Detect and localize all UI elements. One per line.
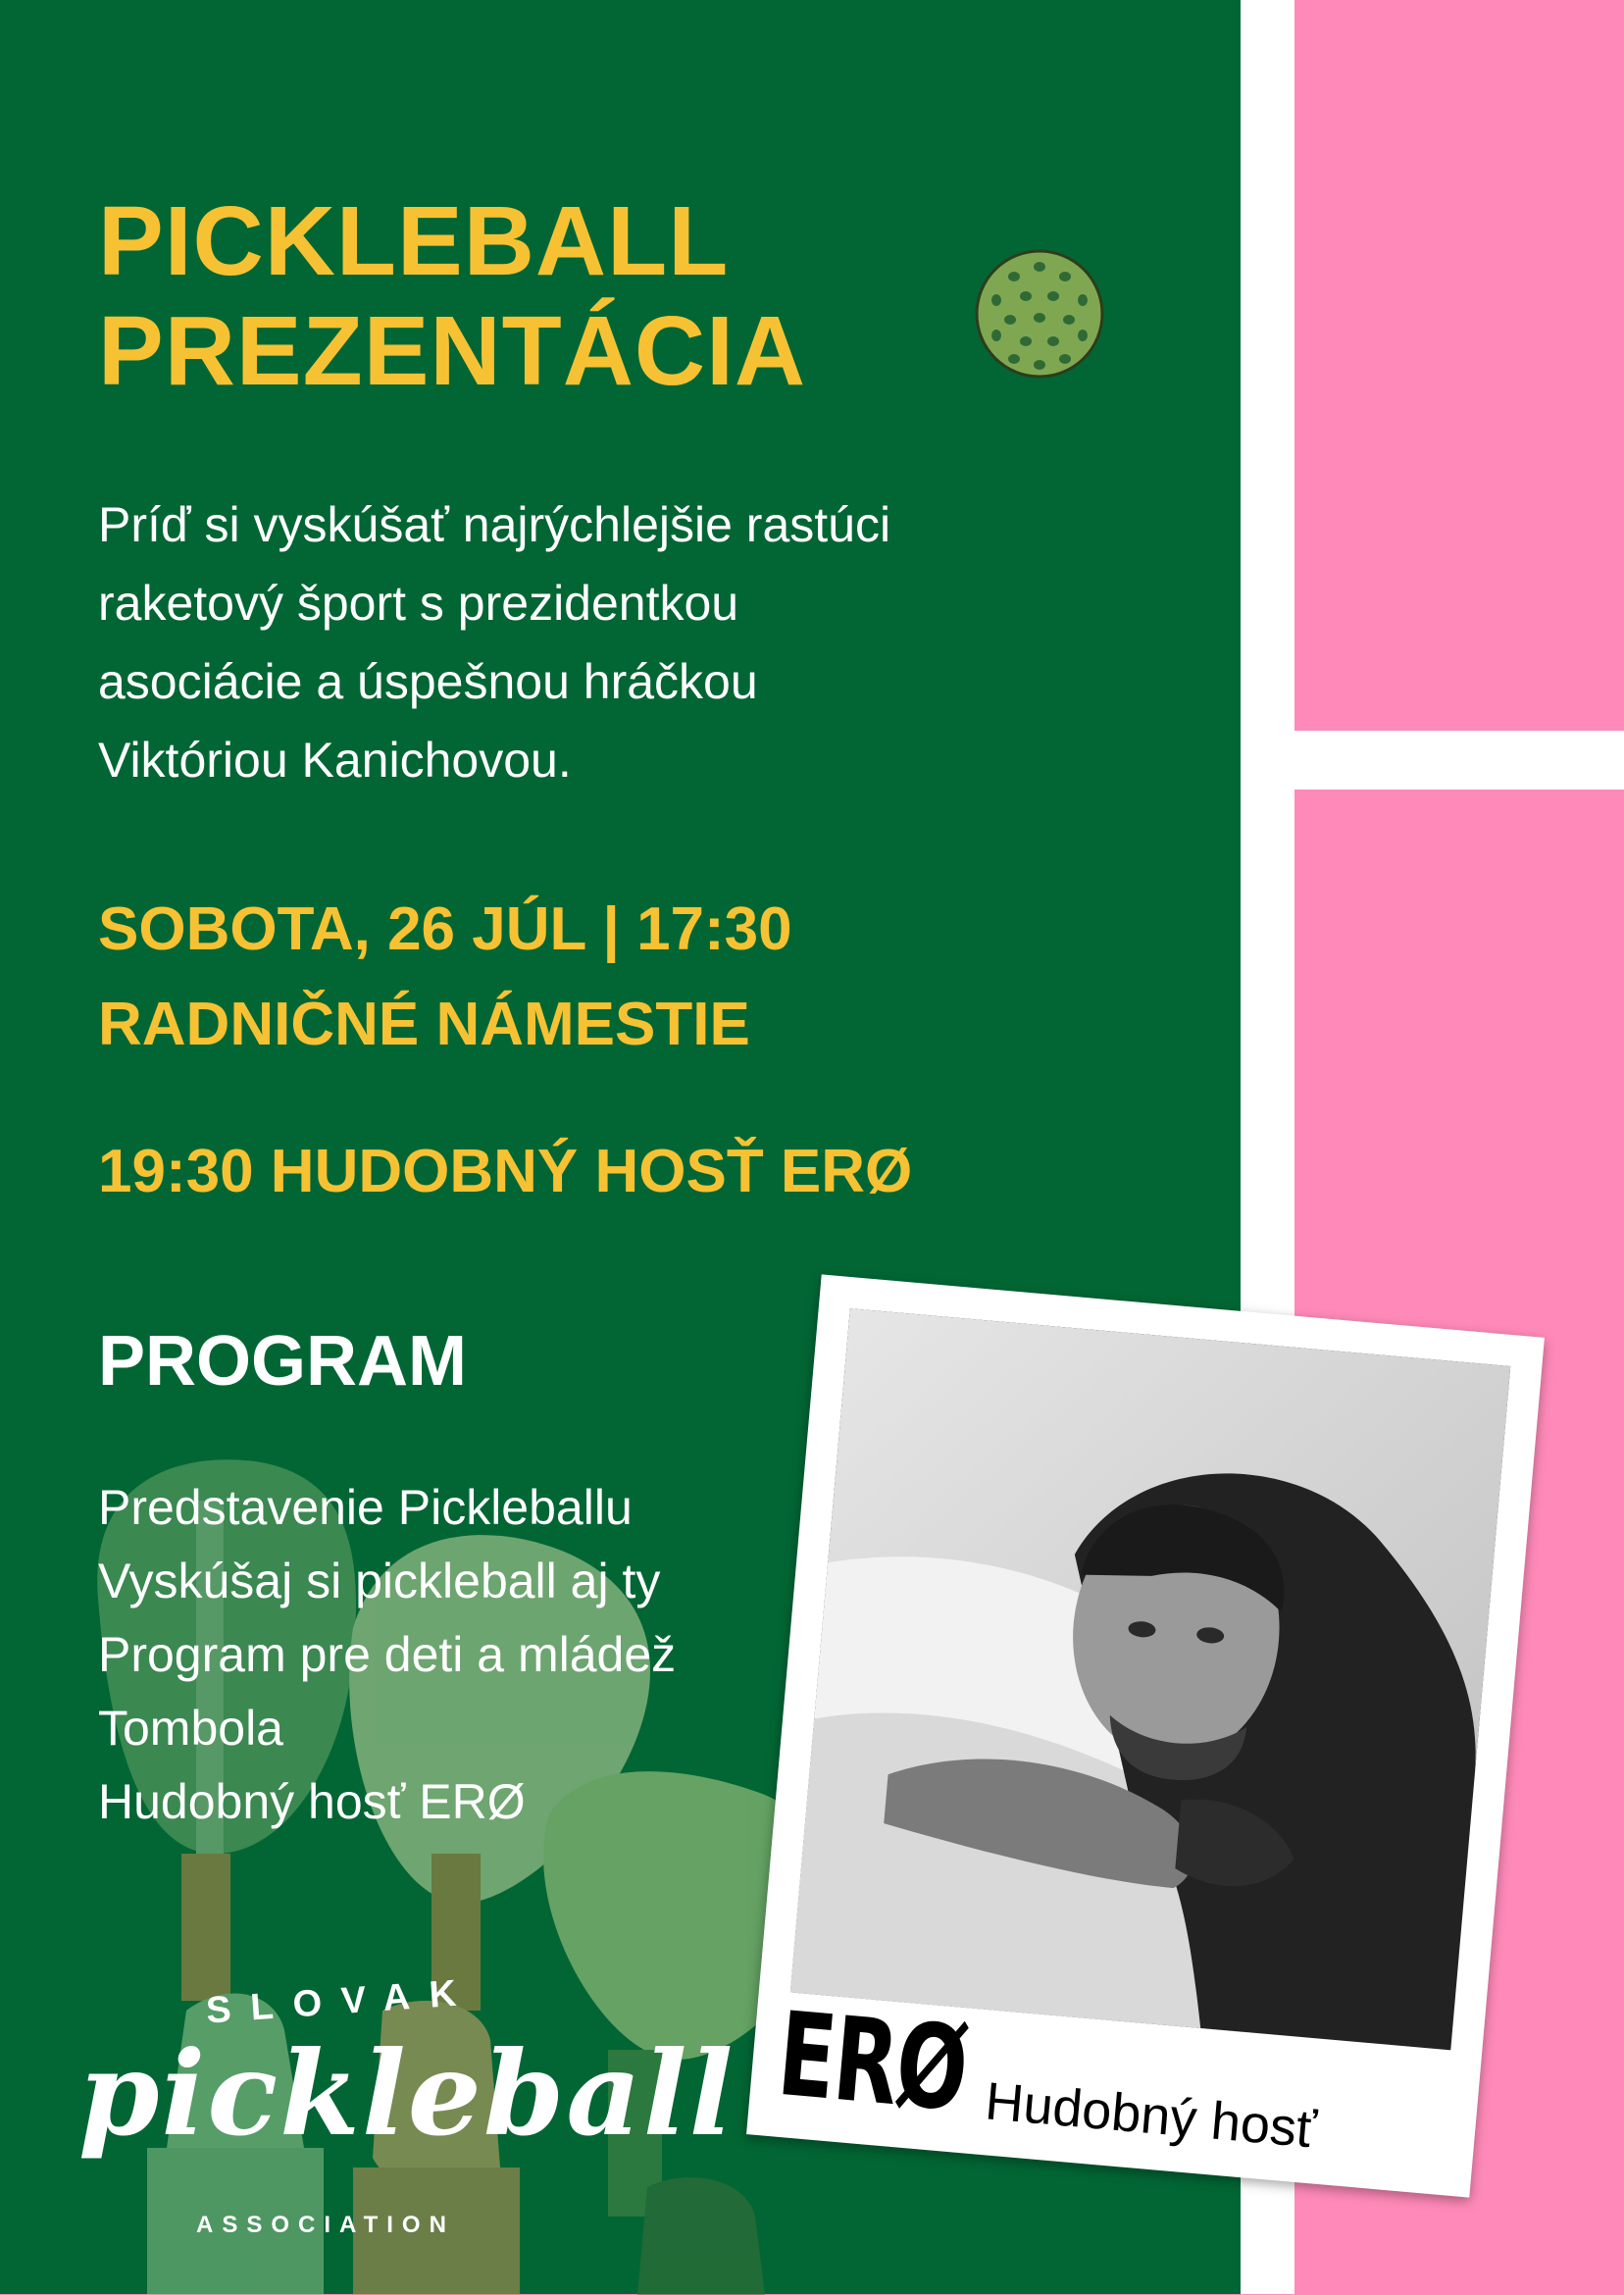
logo-bottom-text: ASSOCIATION <box>196 2212 455 2238</box>
event-date-time: SOBOTA, 26 JÚL | 17:30 <box>98 895 792 963</box>
event-music-guest: 19:30 HUDOBNÝ HOSŤ ERØ <box>98 1138 913 1205</box>
program-item: Vyskúšaj si pickleball aj ty <box>98 1554 661 1608</box>
program-list <box>98 1471 676 1839</box>
intro-line: raketový šport s prezidentkou <box>98 576 739 631</box>
guest-name: ERØ <box>773 1985 973 2138</box>
program-item: Predstavenie Pickleballu <box>98 1480 633 1535</box>
poster-title <box>98 186 806 406</box>
court-line-horizontal <box>1241 731 1624 790</box>
program-item: Hudobný hosť ERØ <box>98 1774 526 1829</box>
intro-text <box>98 485 1177 799</box>
guest-caption: Hudobný hosť <box>983 2071 1319 2160</box>
logo-main-text: pickleball <box>78 2025 736 2162</box>
program-item: Program pre deti a mládež <box>98 1627 677 1682</box>
intro-line: asociácie a úspešnou hráčkou <box>98 654 758 709</box>
title-line-2: PREZENTÁCIA <box>98 296 807 406</box>
event-location: RADNIČNÉ NÁMESTIE <box>98 991 750 1058</box>
title-line-1: PICKLEBALL <box>98 186 730 296</box>
association-logo <box>59 1971 736 2266</box>
program-item: Tombola <box>98 1701 283 1756</box>
guest-photo <box>790 1308 1510 2050</box>
intro-line: Viktóriou Kanichovou. <box>98 733 572 788</box>
pickleball-icon <box>971 245 1108 382</box>
logo-top-text: SLOVAK <box>204 1971 478 2032</box>
program-heading: PROGRAM <box>98 1322 467 1401</box>
polaroid-card <box>746 1274 1545 2197</box>
intro-line: Príď si vyskúšať najrýchlejšie rastúci <box>98 497 891 552</box>
